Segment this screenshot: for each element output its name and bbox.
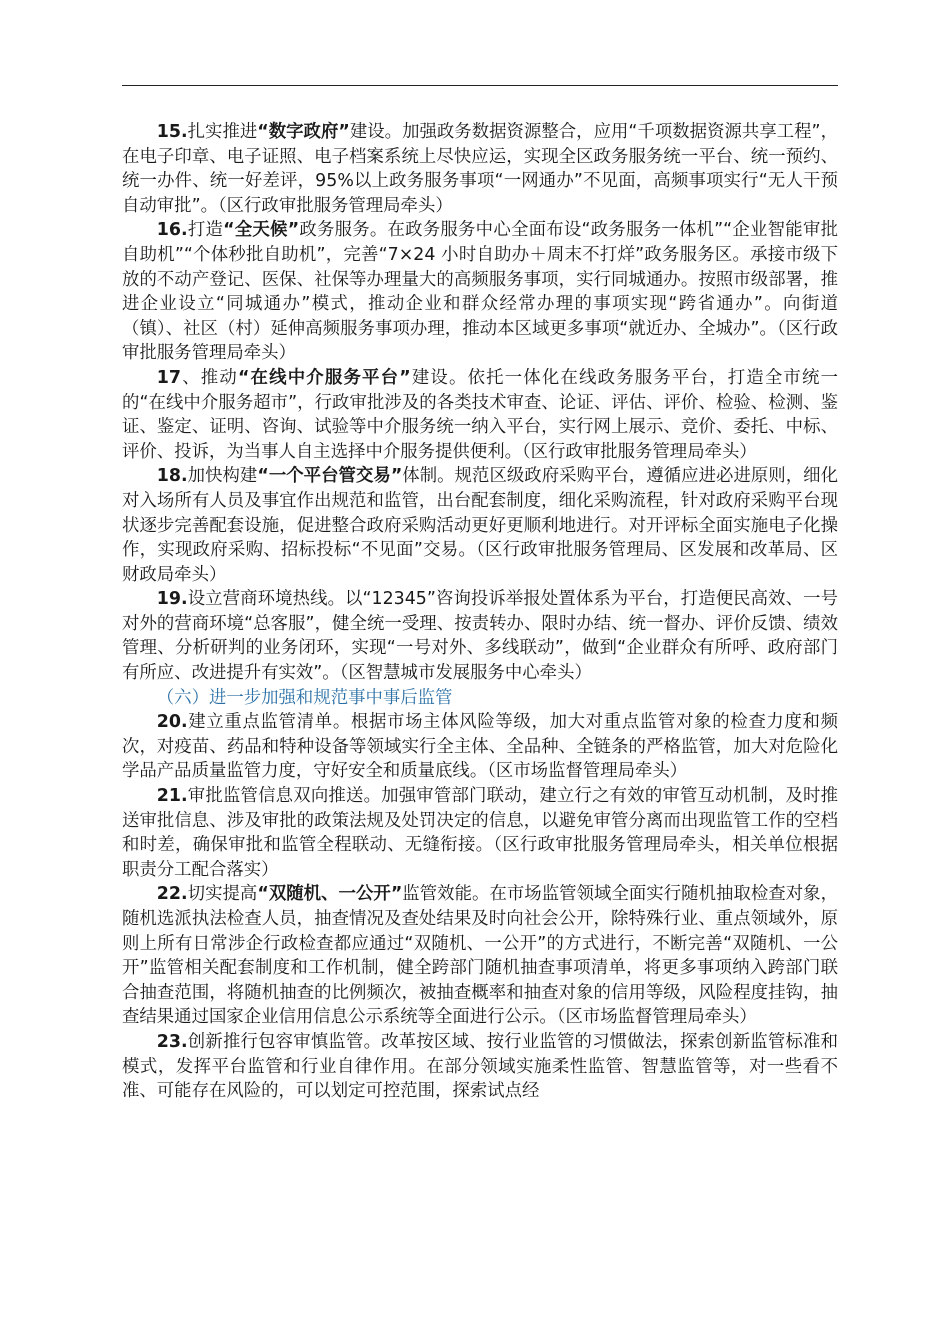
paragraph-23: 23.创新推行包容审慎监管。改革按区域、按行业监管的习惯做法，探索创新监管标准和模式，发挥平台监管和行业自律作用。在部分领域实施柔性监管、智慧监管等，对一些看不准、可能存在风险的，可以划定可控范围，探索试点经 (122, 1031, 838, 1102)
section-heading: （六）进一步加强和规范事中事后监管 (156, 687, 453, 708)
paragraph-20: 20.建立重点监管清单。根据市场主体风险等级，加大对重点监管对象的检查力度和频次，对疫苗、药品和特种设备等领域实行全主体、全品种、全链条的严格监管，加大对危险化学品产品质量监管力度，守好安全和质量底线。（区市场监督管理局牵头） (122, 712, 838, 782)
paragraph-17: 17、推动“在线中介服务平台”建设。依托一体化在线政务服务平台，打造全市统一的“在线中介服务超市”，行政审批涉及的各类技术审查、论证、评估、评价、检验、检测、鉴证、鉴定、证明、咨询、试验等中介服务统一纳入平台，实行网上展示、竞价、委托、中标、评价、投诉，为当事人自主选择中介服务提供便利。（区行政审批服务管理局牵头） (122, 367, 838, 462)
paragraph-19: 19.设立营商环境热线。以“12345”咨询投诉举报处置体系为平台，打造便民高效、一号对外的营商环境“总客服”，健全统一受理、按责转办、限时办结、统一督办、评价反馈、绩效管理、分析研判的业务闭环，实现“一号对外、多线联动”，做到“企业群众有所呼、政府部门有所应、改进提升有实效”。（区智慧城市发展服务中心牵头） (122, 589, 838, 684)
paragraph-18: 18.加快构建“一个平台管交易”体制。规范区级政府采购平台，遵循应进必进原则，细化对入场所有人员及事宜作出规范和监管，出台配套制度，细化采购流程，针对政府采购平台现状逐步完善配套设施，促进整合政府采购活动更好更顺利地进行。对开评标全面实施电子化操作，实现政府采购、招标投标“不见面”交易。（区行政审批服务管理局、区发展和改革局、区财政局牵头） (122, 466, 838, 585)
paragraph-16: 16.打造“全天候”政务服务。在政务服务中心全面布设“政务服务一体机”“企业智能审批自助机”“个体秒批自助机”，完善“7×24 小时自助办＋周末不打烊”政务服务区。承接市级下放的不动产登记、医保、社保等办理量大的高频服务事项，实行同城通办。按照市级部署，推进企业设立“同城通办”模式，推动企业和群众经常办理的事项实现“跨省通办”。向街道（镇）、社区（村）延伸高频服务事项办理，推动本区域更多事项“就近办、全城办”。（区行政审批服务管理局牵头） (122, 220, 838, 364)
paragraph-15: 15.扎实推进“数字政府”建设。加强政务数据资源整合，应用“千项数据资源共享工程”，在电子印章、电子证照、电子档案系统上尽快应运，实现全区政务服务统一平台、统一预约、统一办件、统一好差评，95%以上政务服务事项“一网通办”不见面，高频事项实行“无人干预自动审批”。（区行政审批服务管理局牵头） (122, 122, 838, 216)
header-rule (122, 85, 838, 86)
paragraph-22: 22.切实提高“双随机、一公开”监管效能。在市场监管领域全面实行随机抽取检查对象，随机选派执法检查人员，抽查情况及查处结果及时向社会公开，除特殊行业、重点领域外，原则上所有日常涉企行政检查都应通过“双随机、一公开”的方式进行，不断完善“双随机、一公开”监管相关配套制度和工作机制，健全跨部门随机抽查事项清单，将更多事项纳入跨部门联合抽查范围，将随机抽查的比例频次，被抽查概率和抽查对象的信用等级，风险程度挂钩，抽查结果通过国家企业信用信息公示系统等全面进行公示。（区市场监督管理局牵头） (122, 884, 838, 1028)
document-body (122, 120, 838, 1104)
paragraph-21: 21.审批监管信息双向推送。加强审管部门联动，建立行之有效的审管互动机制，及时推送审批信息、涉及审批的政策法规及处罚决定的信息，以避免审管分离而出现监管工作的空档和时差，确保审批和监管全程联动、无缝衔接。（区行政审批服务管理局牵头，相关单位根据职责分工配合落实） (122, 786, 838, 880)
